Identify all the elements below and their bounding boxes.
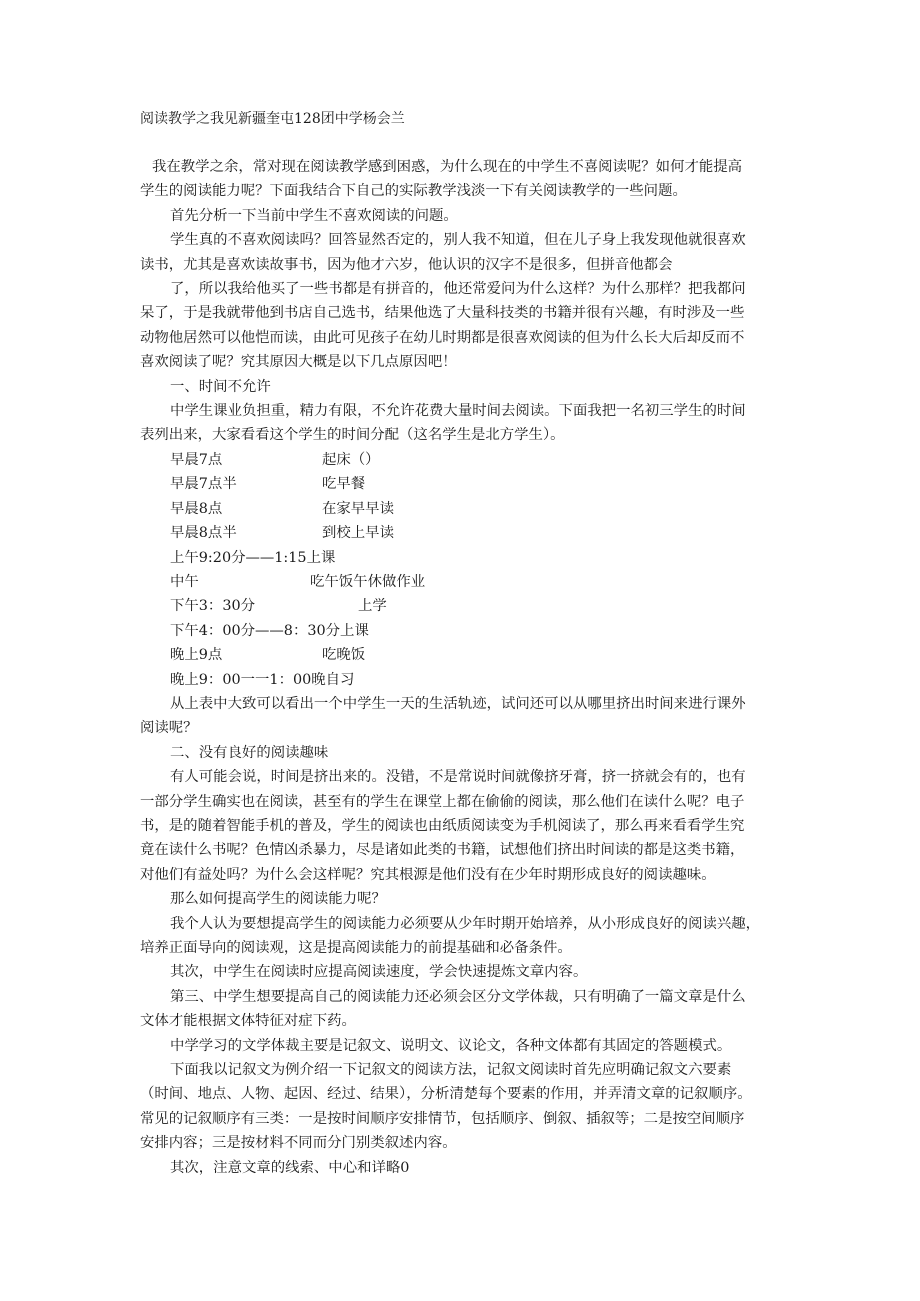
schedule-activity: 吃午饭午休做作业 bbox=[310, 573, 426, 590]
paragraph-line: 文体才能根据文体特征对症下药。 bbox=[140, 1013, 356, 1030]
schedule-row bbox=[140, 472, 790, 496]
document-title: 阅读教学之我见新疆奎屯128团中学杨会兰 bbox=[140, 111, 405, 127]
schedule-row bbox=[140, 497, 790, 521]
paragraph-line: 我个人认为要想提高学生的阅读能力必须要从少年时期开始培养，从小形成良好的阅读兴趣， bbox=[170, 915, 761, 932]
paragraph-line: 首先分析一下当前中学生不喜欢阅读的问题。 bbox=[170, 207, 458, 224]
schedule-activity: 吃早餐 bbox=[322, 476, 366, 493]
paragraph-line: 其次，中学生在阅读时应提高阅读速度，学会快速提炼文章内容。 bbox=[170, 964, 588, 981]
schedule-time: 早晨7点半 bbox=[170, 476, 237, 493]
schedule-row bbox=[140, 521, 790, 545]
schedule-time: 早晨8点半 bbox=[170, 525, 237, 542]
schedule-row bbox=[140, 668, 790, 692]
paragraph-line: 下面我以记叙文为例介绍一下记叙文的阅读方法，记叙文阅读时首先应明确记叙文六要素 bbox=[170, 1062, 732, 1079]
paragraph-line: 有人可能会说，时间是挤出来的。没错，不是常说时间就像挤牙膏，挤一挤就会有的，也有 bbox=[170, 769, 746, 786]
paragraph-line: 读书，尤其是喜欢读故事书，因为他才六岁，他认识的汉字不是很多，但拼音他都会 bbox=[140, 256, 673, 273]
schedule-time: 下午3：30分 bbox=[170, 598, 256, 615]
schedule-activity: 起床（） bbox=[322, 451, 380, 468]
schedule-row bbox=[140, 594, 790, 618]
section-heading: 二、没有良好的阅读趣味 bbox=[170, 744, 329, 761]
schedule-time: 早晨8点 bbox=[170, 500, 223, 517]
paragraph-line: 第三、中学生想要提高自己的阅读能力还必须会区分文学体裁，只有明确了一篇文章是什么 bbox=[170, 988, 746, 1005]
schedule-time: 下午4：00分——8：30分上课 bbox=[170, 622, 369, 639]
section-heading: 一、时间不允许 bbox=[170, 378, 271, 395]
paragraph-line: 中学学习的文学体裁主要是记叙文、说明文、议论文，各种文体都有其固定的答题模式。 bbox=[170, 1037, 732, 1054]
paragraph-line: 从上表中大致可以看出一个中学生一天的生活轨迹，试问还可以从哪里挤出时间来进行课外 bbox=[170, 695, 746, 712]
paragraph-line: 培养正面导向的阅读观，这是提高阅读能力的前提基础和必备条件。 bbox=[140, 940, 572, 956]
paragraph-line: 阅读呢？ bbox=[140, 720, 198, 737]
schedule-activity: 上学 bbox=[358, 598, 387, 615]
paragraph-line: 常见的记叙顺序有三类：一是按时间顺序安排情节，包括顺序、倒叙、插叙等；二是按空间顺序 bbox=[140, 1110, 745, 1127]
paragraph-line: 中学生课业负担重，精力有限，不允许花费大量时间去阅读。下面我把一名初三学生的时间 bbox=[170, 403, 746, 420]
schedule-row bbox=[140, 570, 790, 594]
schedule-activity: 在家早早读 bbox=[322, 500, 394, 517]
schedule-time: 晚上9：00一一1：00晚自习 bbox=[170, 671, 355, 688]
paragraph-line: 动物他居然可以他恺而读，由此可见孩子在幼儿时期都是很喜欢阅读的但为什么长大后却反而不 bbox=[140, 329, 745, 346]
schedule-time: 晚上9点 bbox=[170, 647, 223, 664]
schedule-time: 早晨7点 bbox=[170, 451, 223, 468]
paragraph-line: （时间、地点、人物、起因、经过、结果），分析清楚每个要素的作用，并弄清文章的记叙顺序。 bbox=[140, 1086, 752, 1103]
schedule-activity: 到校上早读 bbox=[322, 525, 394, 542]
paragraph-line: 其次，注意文章的线索、中心和详略0 bbox=[170, 1159, 410, 1176]
schedule-row bbox=[140, 643, 790, 667]
paragraph-line: 对他们有益处吗？为什么会这样呢？究其根源是他们没有在少年时期形成良好的阅读趣味。 bbox=[140, 866, 716, 883]
schedule-time: 中午 bbox=[170, 573, 199, 590]
schedule-time: 上午9:20分——1:15上课 bbox=[170, 549, 336, 566]
paragraph-line: 那么如何提高学生的阅读能力呢？ bbox=[170, 891, 386, 908]
paragraph-line: 喜欢阅读了呢？究其原因大概是以下几点原因吧！ bbox=[140, 354, 457, 371]
document-body bbox=[140, 155, 790, 1180]
schedule-activity: 吃晚饭 bbox=[322, 647, 366, 664]
paragraph-line: 呆了，于是我就带他到书店自己选书，结果他选了大量科技类的书籍并很有兴趣，有时涉及一些 bbox=[140, 305, 745, 322]
paragraph-line: 安排内容；三是按材料不同而分门别类叙述内容。 bbox=[140, 1135, 457, 1152]
paragraph-line: 竟在读什么书呢？色情凶杀暴力，尽是诸如此类的书籍，试想他们挤出时间读的都是这类书籍， bbox=[140, 842, 745, 859]
schedule-row bbox=[140, 619, 790, 643]
paragraph-line: 了，所以我给他买了一些书都是有拼音的，他还常爱问为什么这样？为什么那样？把我都问 bbox=[170, 281, 746, 298]
paragraph-line: 一部分学生确实也在阅读，甚至有的学生在课堂上都在偷偷的阅读，那么他们在读什么呢？电子 bbox=[140, 793, 745, 810]
paragraph-line: 表列出来，大家看看这个学生的时间分配（这名学生是北方学生）。 bbox=[140, 427, 565, 444]
paragraph-line: 我在教学之余，常对现在阅读教学感到困惑，为什么现在的中学生不喜阅读呢？如何才能提高 bbox=[152, 159, 743, 175]
schedule-row bbox=[140, 546, 790, 570]
schedule-row bbox=[140, 448, 790, 472]
paragraph-line: 书，是的随着智能手机的普及，学生的阅读也由纸质阅读变为手机阅读了，那么再来看看学生究 bbox=[140, 817, 745, 834]
paragraph-line: 学生的阅读能力呢？下面我结合下自己的实际教学浅淡一下有关阅读教学的一些问题。 bbox=[140, 183, 687, 200]
paragraph-line: 学生真的不喜欢阅读吗？回答显然否定的，别人我不知道，但在儿子身上我发现他就很喜欢 bbox=[170, 232, 746, 249]
